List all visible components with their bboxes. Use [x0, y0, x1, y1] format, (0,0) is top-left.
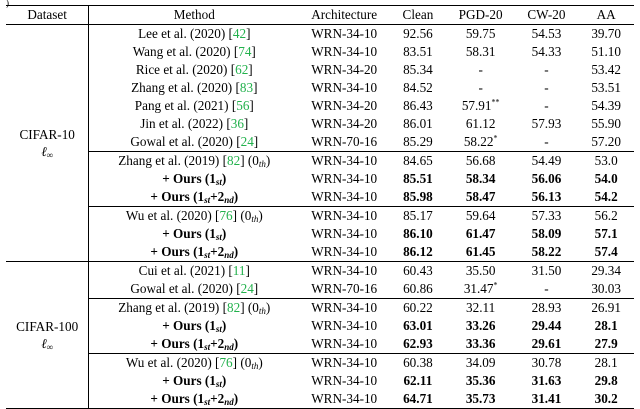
table-row — [6, 188, 634, 207]
table-row — [6, 280, 634, 299]
clean-cell: 60.22 — [389, 299, 447, 318]
arch-cell: WRN-34-20 — [311, 98, 378, 113]
clean-cell: 85.98 — [403, 189, 433, 204]
col-dataset: Dataset — [6, 6, 89, 25]
table-row — [6, 133, 634, 152]
method-cell: + Ours $(1_{st}+2_{nd})$ — [150, 189, 239, 205]
arch-cell: WRN-34-20 — [311, 62, 378, 77]
aa-cell: 30.2 — [578, 390, 634, 409]
arch-cell: WRN-34-10 — [311, 226, 378, 241]
arch-cell: WRN-34-10 — [299, 152, 389, 171]
cifar100-block — [6, 262, 634, 409]
aa-cell: 53.0 — [578, 152, 634, 171]
cw-cell: 54.49 — [515, 152, 579, 171]
arch-cell: WRN-34-10 — [311, 44, 378, 59]
table-row — [6, 225, 634, 243]
arch-cell: WRN-70-16 — [311, 281, 378, 296]
cw-cell: - — [544, 281, 549, 296]
dataset-cell-cifar100 — [6, 262, 89, 409]
arch-cell: WRN-34-10 — [311, 336, 378, 351]
pgd-cell: 34.09 — [447, 354, 515, 373]
col-aa: AA — [578, 6, 634, 25]
arch-cell: WRN-34-10 — [299, 299, 389, 318]
method-cell: Zhang et al. (2019) [82] $(0_{th})$ — [89, 152, 299, 171]
clean-cell: 60.86 — [403, 281, 433, 296]
clean-cell: 86.01 — [403, 116, 433, 131]
method-cell: + Ours $(1_{st})$ — [162, 226, 227, 242]
col-cw20: CW-20 — [515, 6, 579, 25]
aa-cell: 54.39 — [591, 98, 621, 113]
aa-cell: 56.2 — [578, 207, 634, 226]
pgd-cell: 33.26 — [465, 318, 496, 333]
citation-link[interactable]: 82 — [227, 300, 241, 315]
citation-link[interactable]: 24 — [240, 281, 254, 296]
method-cell: Gowal et al. (2020) [24] — [130, 134, 259, 149]
arch-cell: WRN-34-10 — [299, 354, 389, 373]
method-cell: + Ours $(1_{st})$ — [162, 171, 227, 187]
cw-cell: 30.78 — [515, 354, 579, 373]
aa-cell: 27.9 — [594, 336, 618, 351]
cw-cell: 29.44 — [531, 318, 562, 333]
cw-cell: - — [544, 98, 549, 113]
clean-cell: 84.65 — [389, 152, 447, 171]
method-cell: Lee et al. (2020) [42] — [138, 26, 251, 41]
method-cell: + Ours $(1_{st})$ — [162, 373, 227, 389]
pgd-cell: 32.11 — [447, 299, 515, 318]
cw-cell: 54.53 — [531, 26, 562, 41]
aa-cell: 54.0 — [594, 171, 618, 186]
cw-cell: 56.13 — [531, 189, 562, 204]
col-pgd20: PGD-20 — [447, 6, 515, 25]
citation-link[interactable]: 56 — [236, 98, 250, 113]
method-cell: Wu et al. (2020) [76] $(0_{th})$ — [89, 354, 299, 373]
aa-cell: 29.8 — [594, 373, 618, 388]
method-cell: + Ours $(1_{st}+2_{nd})$ — [89, 390, 299, 409]
citation-link[interactable]: 42 — [232, 26, 247, 41]
table-row — [6, 152, 634, 171]
clean-cell: 86.12 — [403, 244, 433, 259]
cw-cell: 54.33 — [531, 44, 562, 59]
dataset-cell-cifar10 — [6, 25, 89, 262]
method-cell: + Ours $(1_{st})$ — [162, 318, 227, 334]
cw-cell: 29.61 — [531, 336, 562, 351]
col-method: Method — [89, 6, 299, 25]
pgd-cell: 31.47* — [463, 280, 498, 296]
cw-cell: 31.50 — [515, 262, 579, 281]
table-row — [6, 115, 634, 133]
pgd-cell: 58.34 — [465, 171, 496, 186]
table-row — [6, 354, 634, 373]
col-architecture: Architecture — [299, 6, 389, 25]
method-cell: Zhang et al. (2020) [83] — [131, 80, 258, 95]
method-cell: + Ours $(1_{st}+2_{nd})$ — [150, 244, 239, 260]
pgd-cell: - — [478, 62, 483, 77]
pgd-cell: 35.73 — [447, 390, 515, 409]
dataset-name: CIFAR-10 — [19, 127, 75, 142]
method-cell: Wu et al. (2020) [76] $(0_{th})$ — [89, 207, 299, 226]
pgd-cell: 59.75 — [465, 26, 496, 41]
citation-link[interactable]: 83 — [239, 80, 254, 95]
pgd-cell: - — [478, 80, 483, 95]
arch-cell: WRN-34-10 — [311, 318, 378, 333]
citation-link[interactable]: 74 — [238, 44, 252, 59]
pgd-cell: 58.31 — [465, 44, 496, 59]
cw-cell: 31.63 — [531, 373, 562, 388]
clean-cell: 62.11 — [403, 373, 433, 388]
header-row — [6, 6, 634, 25]
aa-cell: 55.90 — [591, 116, 621, 131]
dataset-norm: ℓ$_\infty$ — [41, 336, 54, 352]
cw-cell: 58.09 — [531, 226, 562, 241]
pgd-cell: 57.91** — [461, 97, 500, 113]
col-clean: Clean — [389, 6, 447, 25]
aa-cell: 26.91 — [578, 299, 634, 318]
pgd-cell: 35.36 — [465, 373, 496, 388]
aa-cell: 30.03 — [591, 281, 621, 296]
arch-cell: WRN-34-10 — [311, 26, 378, 41]
citation-link[interactable]: 76 — [219, 208, 233, 223]
pgd-cell: 61.45 — [465, 244, 496, 259]
cropped-caption-fragment: ) — [6, 0, 9, 8]
citation-link[interactable]: 36 — [230, 116, 244, 131]
clean-cell: 86.43 — [403, 98, 433, 113]
clean-cell: 62.93 — [403, 336, 433, 351]
citation-link[interactable]: 62 — [235, 62, 249, 77]
results-table — [6, 5, 634, 409]
dataset-norm: ℓ$_\infty$ — [41, 144, 54, 160]
table-row — [6, 43, 634, 61]
aa-cell: 39.70 — [591, 26, 621, 41]
cw-cell: 28.93 — [515, 299, 579, 318]
method-cell: Pang et al. (2021) [56] — [134, 98, 254, 113]
clean-cell: 64.71 — [389, 390, 447, 409]
table-row — [6, 335, 634, 354]
clean-cell: 83.51 — [403, 44, 433, 59]
cifar10-block — [6, 25, 634, 262]
pgd-cell: 58.22* — [463, 133, 498, 149]
table-row — [6, 243, 634, 262]
arch-cell: WRN-34-10 — [299, 262, 389, 281]
aa-cell: 29.34 — [578, 262, 634, 281]
cw-cell: - — [544, 134, 549, 149]
cw-cell: - — [544, 62, 549, 77]
aa-cell: 28.1 — [594, 318, 618, 333]
pgd-cell: 58.47 — [465, 189, 496, 204]
arch-cell: WRN-34-10 — [311, 244, 378, 259]
table-row — [6, 79, 634, 97]
citation-link[interactable]: 82 — [227, 153, 241, 168]
clean-cell: 63.01 — [403, 318, 433, 333]
citation-link[interactable]: 76 — [219, 355, 233, 370]
arch-cell: WRN-34-10 — [299, 207, 389, 226]
table-row — [6, 97, 634, 115]
citation-link[interactable]: 11 — [232, 263, 246, 278]
clean-cell: 84.52 — [403, 80, 433, 95]
method-cell: Gowal et al. (2020) [24] — [130, 281, 259, 296]
arch-cell: WRN-34-10 — [311, 171, 378, 186]
arch-cell: WRN-70-16 — [311, 134, 378, 149]
table-row — [6, 25, 634, 44]
method-cell: Zhang et al. (2019) [82] $(0_{th})$ — [89, 299, 299, 318]
cw-cell: 57.93 — [531, 116, 562, 131]
aa-cell: 57.1 — [594, 226, 618, 241]
table-row — [6, 372, 634, 390]
clean-cell: 85.29 — [403, 134, 433, 149]
arch-cell: WRN-34-10 — [311, 373, 378, 388]
pgd-cell: 56.68 — [447, 152, 515, 171]
aa-cell: 28.1 — [578, 354, 634, 373]
table-row — [6, 262, 634, 281]
aa-cell: 57.4 — [594, 244, 618, 259]
pgd-cell: 59.64 — [447, 207, 515, 226]
clean-cell: 60.43 — [389, 262, 447, 281]
cw-cell: 31.41 — [515, 390, 579, 409]
clean-cell: 85.34 — [403, 62, 433, 77]
cw-cell: 57.33 — [515, 207, 579, 226]
aa-cell: 53.51 — [591, 80, 621, 95]
method-cell: + Ours $(1_{st}+2_{nd})$ — [150, 336, 239, 352]
arch-cell: WRN-34-10 — [311, 189, 378, 204]
pgd-cell: 61.12 — [465, 116, 496, 131]
cw-cell: - — [544, 80, 549, 95]
aa-cell: 54.2 — [594, 189, 618, 204]
clean-cell: 86.10 — [403, 226, 433, 241]
method-cell: Wang et al. (2020) [74] — [132, 44, 256, 59]
aa-cell: 53.42 — [591, 62, 621, 77]
arch-cell: WRN-34-10 — [311, 80, 378, 95]
pgd-cell: 35.50 — [447, 262, 515, 281]
table-row — [6, 170, 634, 188]
pgd-cell: 33.36 — [465, 336, 496, 351]
aa-cell: 51.10 — [591, 44, 621, 59]
arch-cell: WRN-34-10 — [299, 390, 389, 409]
method-cell: Jin et al. (2022) [36] — [140, 116, 249, 131]
dataset-name: CIFAR-100 — [16, 319, 79, 334]
arch-cell: WRN-34-20 — [311, 116, 378, 131]
table-row — [6, 61, 634, 79]
method-cell: Rice et al. (2020) [62] — [135, 62, 253, 77]
clean-cell: 60.38 — [389, 354, 447, 373]
method-cell: Cui et al. (2021) [11] — [89, 262, 299, 281]
clean-cell: 92.56 — [403, 26, 433, 41]
clean-cell: 85.51 — [403, 171, 433, 186]
cw-cell: 58.22 — [531, 244, 562, 259]
clean-cell: 85.17 — [389, 207, 447, 226]
table-row — [6, 207, 634, 226]
table-row — [6, 317, 634, 335]
aa-cell: 57.20 — [591, 134, 621, 149]
pgd-cell: 61.47 — [465, 226, 496, 241]
citation-link[interactable]: 24 — [240, 134, 254, 149]
table-row — [6, 299, 634, 318]
cw-cell: 56.06 — [531, 171, 562, 186]
